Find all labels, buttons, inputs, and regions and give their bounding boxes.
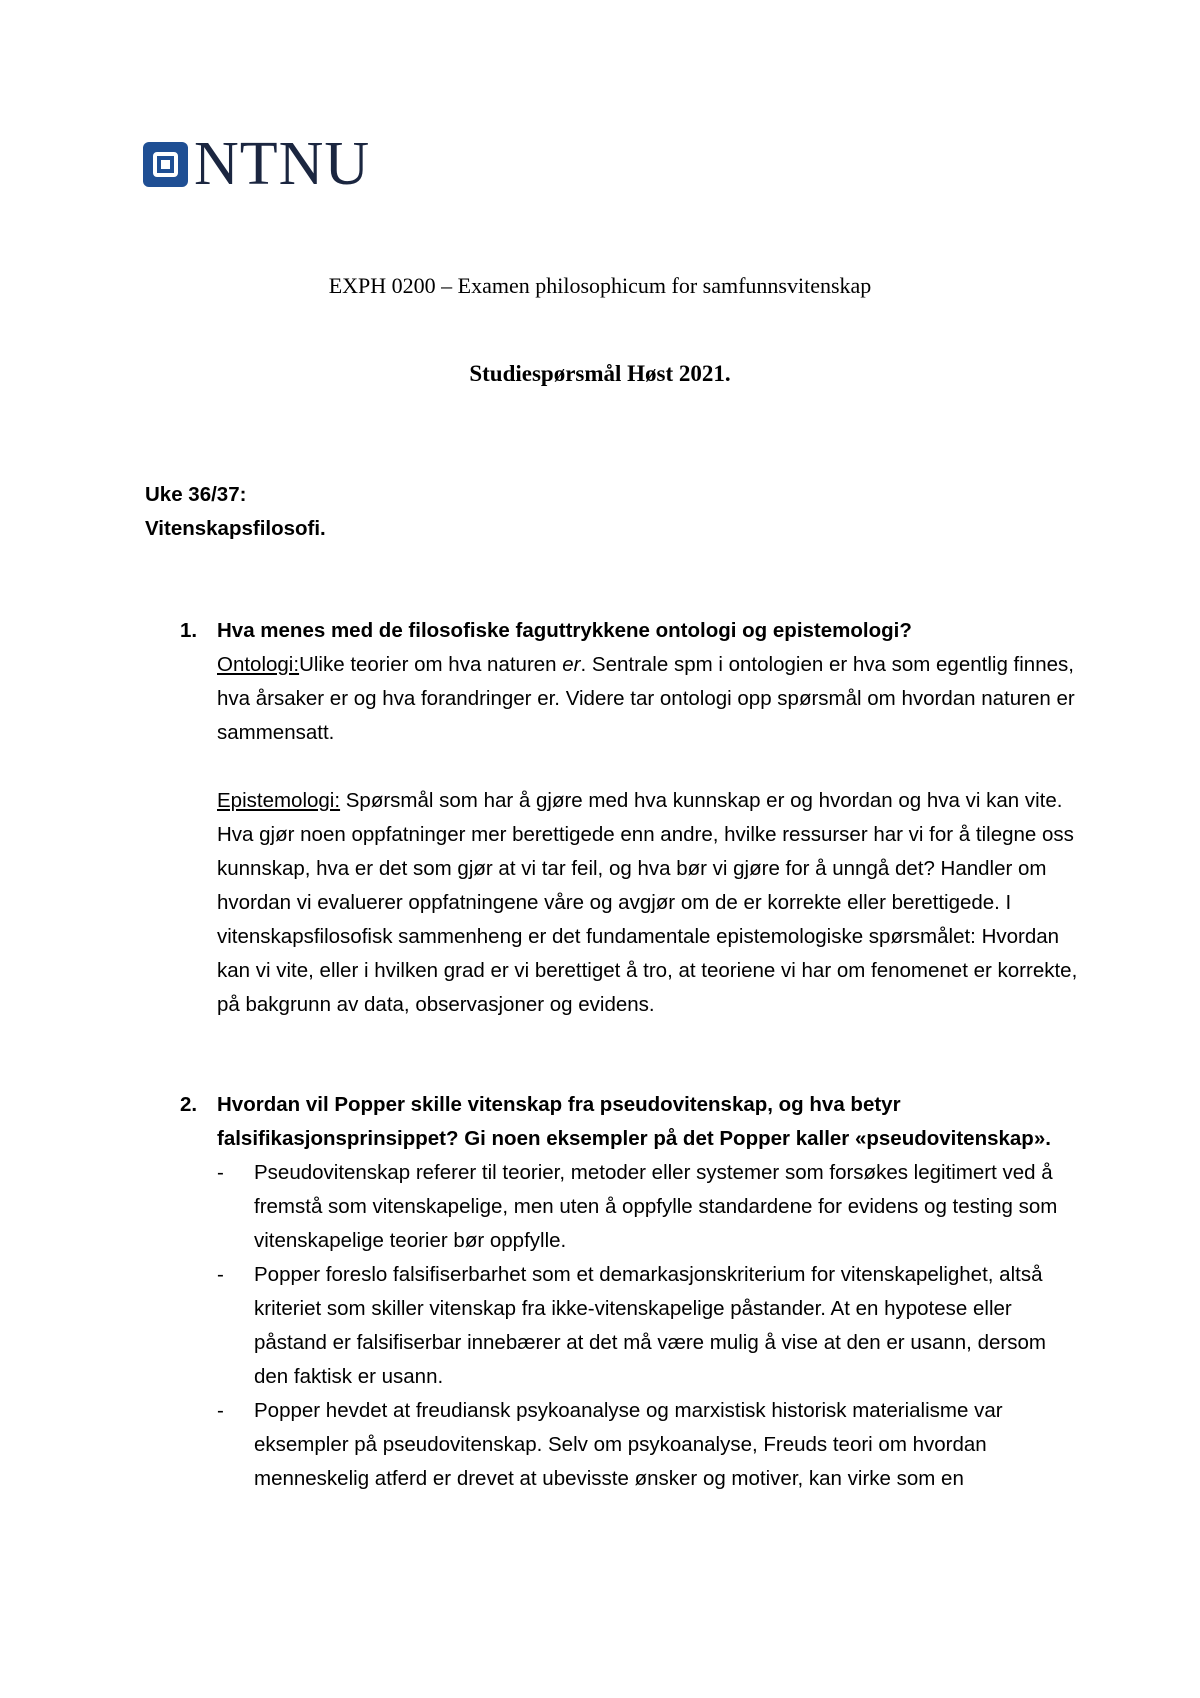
answer-list [217, 1156, 1080, 1496]
epistemology-label: Epistemologi: [217, 789, 341, 812]
ontology-answer: Ontologi:Ulike teorier om hva naturen er. Sentrale spm i ontologien er hva som egentlig finnes, hva årsaker er og hva forandringer er. Videre tar ontologi opp spørsmål om hvordan naturen er sammensatt. [217, 653, 1075, 744]
question-number: 2. [180, 1093, 198, 1116]
week-heading [145, 478, 326, 546]
week-topic: Vitenskapsfilosofi. [145, 517, 326, 540]
ntnu-logo-icon [143, 142, 188, 187]
page-title: Studiespørsmål Høst 2021. [469, 361, 731, 386]
course-title: EXPH 0200 – Examen philosophicum for samfunnsvitenskap [328, 273, 872, 298]
question-text: Hvordan vil Popper skille vitenskap fra pseudovitenskap, og hva betyr falsifikasjonsprinsippet? Gi noen eksempler på det Popper kaller «pseudovitenskap». [217, 1093, 1051, 1150]
week-label: Uke 36/37: [145, 483, 247, 506]
list-item: - Pseudovitenskap referer til teorier, metoder eller systemer som forsøkes legitimert ved å fremstå som vitenskapelige, men uten å oppfylle standardene for evidens og testing som vitenskapelige teorier bør oppfylle. [217, 1161, 1058, 1252]
ntnu-logo [143, 130, 371, 198]
logo-text: NTNU [194, 130, 371, 198]
epistemology-answer: Epistemologi: Spørsmål som har å gjøre med hva kunnskap er og hvordan og hva vi kan vite. Hva gjør noen oppfatninger mer berettigede enn andre, hvilke ressurser har vi for å tilegne oss kunnskap, hva er det som gjør at vi tar feil, og hva bør vi gjøre for å unngå det? Handler om hvordan vi evaluerer oppfatningene våre og avgjør om de er korrekte eller berettigede. I vitenskapsfilosofisk sammenheng er det fundamentale epistemologiske spørsmålet: Hvordan kan vi vite, eller i hvilken grad er vi berettiget å tro, at teoriene vi har om fenomenet er korrekte, på bakgrunn av data, observasjoner og evidens. [217, 789, 1078, 1016]
question-2 [180, 1088, 1080, 1496]
question-number: 1. [180, 619, 198, 642]
question-1 [180, 614, 1080, 1022]
list-item: - Popper hevdet at freudiansk psykoanalyse og marxistisk historisk materialisme var eksempler på pseudovitenskap. Selv om psykoanalyse, Freuds teori om hvordan menneskelig atferd er drevet at ubevisste ønsker og motiver, kan virke som en [217, 1399, 1003, 1490]
list-item: - Popper foreslo falsifiserbarhet som et demarkasjonskriterium for vitenskapelighet, altså kriteriet som skiller vitenskap fra ikke-vitenskapelige påstander. At en hypotese eller påstand er falsifiserbar innebærer at det må være mulig å vise at den er usann, dersom den faktisk er usann. [217, 1263, 1046, 1388]
question-text: Hva menes med de filosofiske faguttrykkene ontologi og epistemologi? [217, 619, 912, 642]
ontology-label: Ontologi: [217, 653, 300, 676]
